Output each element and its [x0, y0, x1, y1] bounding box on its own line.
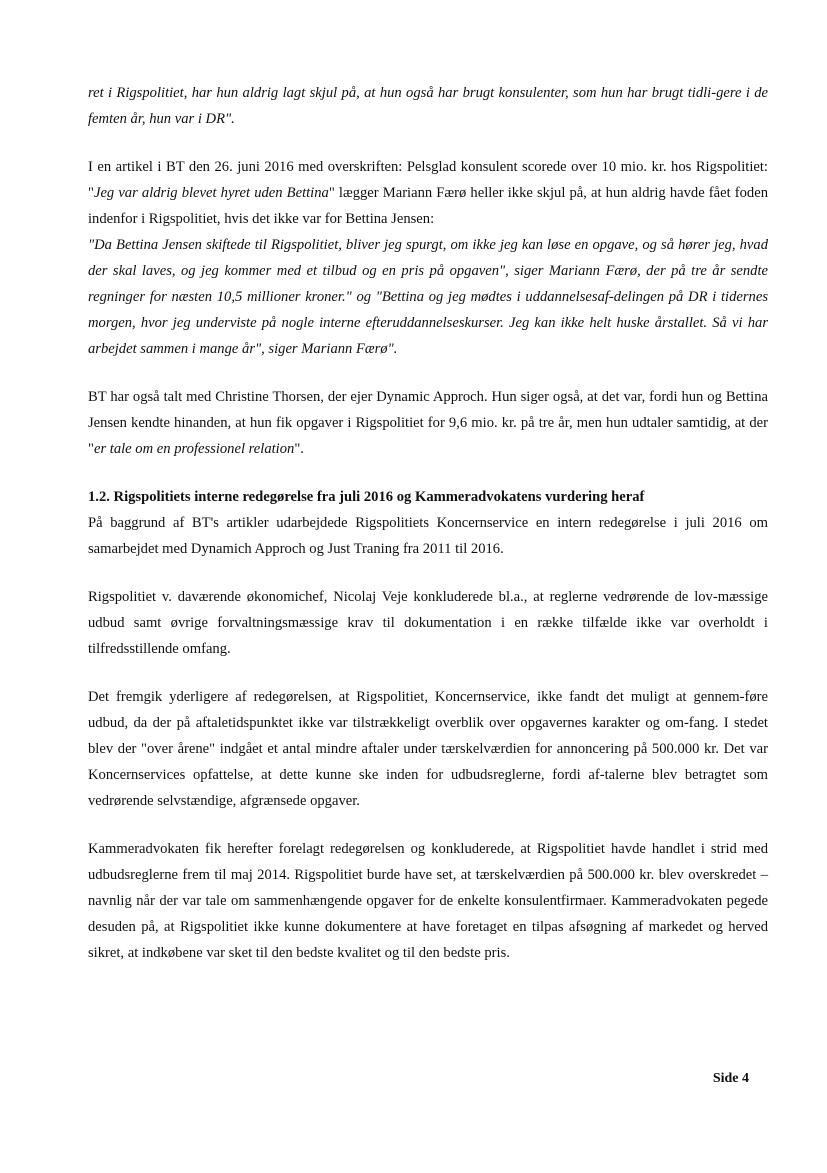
paragraph	[88, 684, 768, 814]
quote-text: "Da Bettina Jensen skiftede til Rigspolitiet, bliver jeg spurgt, om ikke jeg kan løse en opgave, og så hører jeg, hvad der skal laves, og jeg kommer med et tilbud og en pris på opgaven", siger Mariann Færø, der på tre år sendte regninger for næsten 10,5 millioner kroner." og "Bettina og jeg mødtes i uddannelsesaf-delingen på DR i tidernes morgen, hvor jeg underviste på nogle interne efteruddannelseskurser. Jeg kan ikke helt huske årstallet. Så vi har arbejdet sammen i mange år", siger Mariann Færø".	[88, 237, 768, 357]
body-text: I en artikel i BT den 26. juni 2016 med overskriften: Pelsglad konsulent scorede over 10 mio. kr. hos Rigspolitiet: "	[88, 159, 768, 201]
body-text: Det fremgik yderligere af redegørelsen, at Rigspolitiet, Koncernservice, ikke fandt det muligt at gennem-føre udbud, da der på aftaletidspunktet ikke var tilstrækkeligt overblik over opgavernes karakter og om-fang. I stedet blev der "over årene" indgået et antal mindre aftaler under tærskelværdien for annoncering på 500.000 kr. Det var Koncernservices opfattelse, at dette kunne ske inden for udbudsreglerne, fordi af-talerne blev betragtet som vedrørende selvstændige, afgrænsede opgaver.	[88, 689, 768, 809]
body-text: ".	[294, 441, 304, 457]
quote-text: Jeg var aldrig blevet hyret uden Bettina	[93, 185, 329, 201]
paragraph	[88, 232, 768, 362]
paragraph	[88, 80, 768, 132]
body-text: Kammeradvokaten fik herefter forelagt redegørelsen og konkluderede, at Rigspolitiet havde handlet i strid med udbudsreglerne frem til maj 2014. Rigspolitiet burde have set, at tærskelværdien på 500.000 kr. blev overskredet – navnlig når der var tale om sammenhængende opgaver for de enkelte konsulentfirmaer. Kammeradvokaten pegede desuden på, at Rigspolitiet ikke kunne dokumentere at have foretaget en tilpas afsøgning af markedet og herved sikret, at indkøbene var sket til den bedste kvalitet og til den bedste pris.	[88, 841, 768, 961]
paragraph	[88, 484, 768, 562]
section-heading: 1.2. Rigspolitiets interne redegørelse fra juli 2016 og Kammeradvokatens vurdering heraf	[88, 489, 645, 505]
body-text: BT har også talt med Christine Thorsen, der ejer Dynamic Approch. Hun siger også, at det var, fordi hun og Bettina Jensen kendte hinanden, at hun fik opgaver i Rigspolitiet for 9,6 mio. kr. på tre år, men hun udtaler samtidig, at der "	[88, 389, 768, 457]
quote-text: ret i Rigspolitiet, har hun aldrig lagt skjul på, at hun også har brugt konsulenter, som hun har brugt tidli-gere i de femten år, hun var i DR".	[88, 85, 768, 127]
quote-text: er tale om en professionel relation	[93, 441, 295, 457]
document-body	[88, 80, 768, 988]
paragraph	[88, 384, 768, 462]
paragraph	[88, 154, 768, 232]
paragraph	[88, 836, 768, 966]
page-number: Side 4	[712, 1071, 749, 1086]
body-text: På baggrund af BT's artikler udarbejdede Rigspolitiets Koncernservice en intern redegørelse i juli 2016 om samarbejdet med Dynamich Approch og Just Traning fra 2011 til 2016.	[88, 515, 768, 557]
body-text: Rigspolitiet v. daværende økonomichef, Nicolaj Veje konkluderede bl.a., at reglerne vedrørende de lov-mæssige udbud samt øvrige forvaltningsmæssige krav til dokumentation i en række tilfælde ikke var overholdt i tilfredsstillende omfang.	[88, 589, 768, 657]
paragraph	[88, 584, 768, 662]
body-text: " lægger Mariann Færø heller ikke skjul på, at hun aldrig havde fået foden indenfor i Rigspolitiet, hvis det ikke var for Bettina Jensen:	[88, 185, 768, 227]
